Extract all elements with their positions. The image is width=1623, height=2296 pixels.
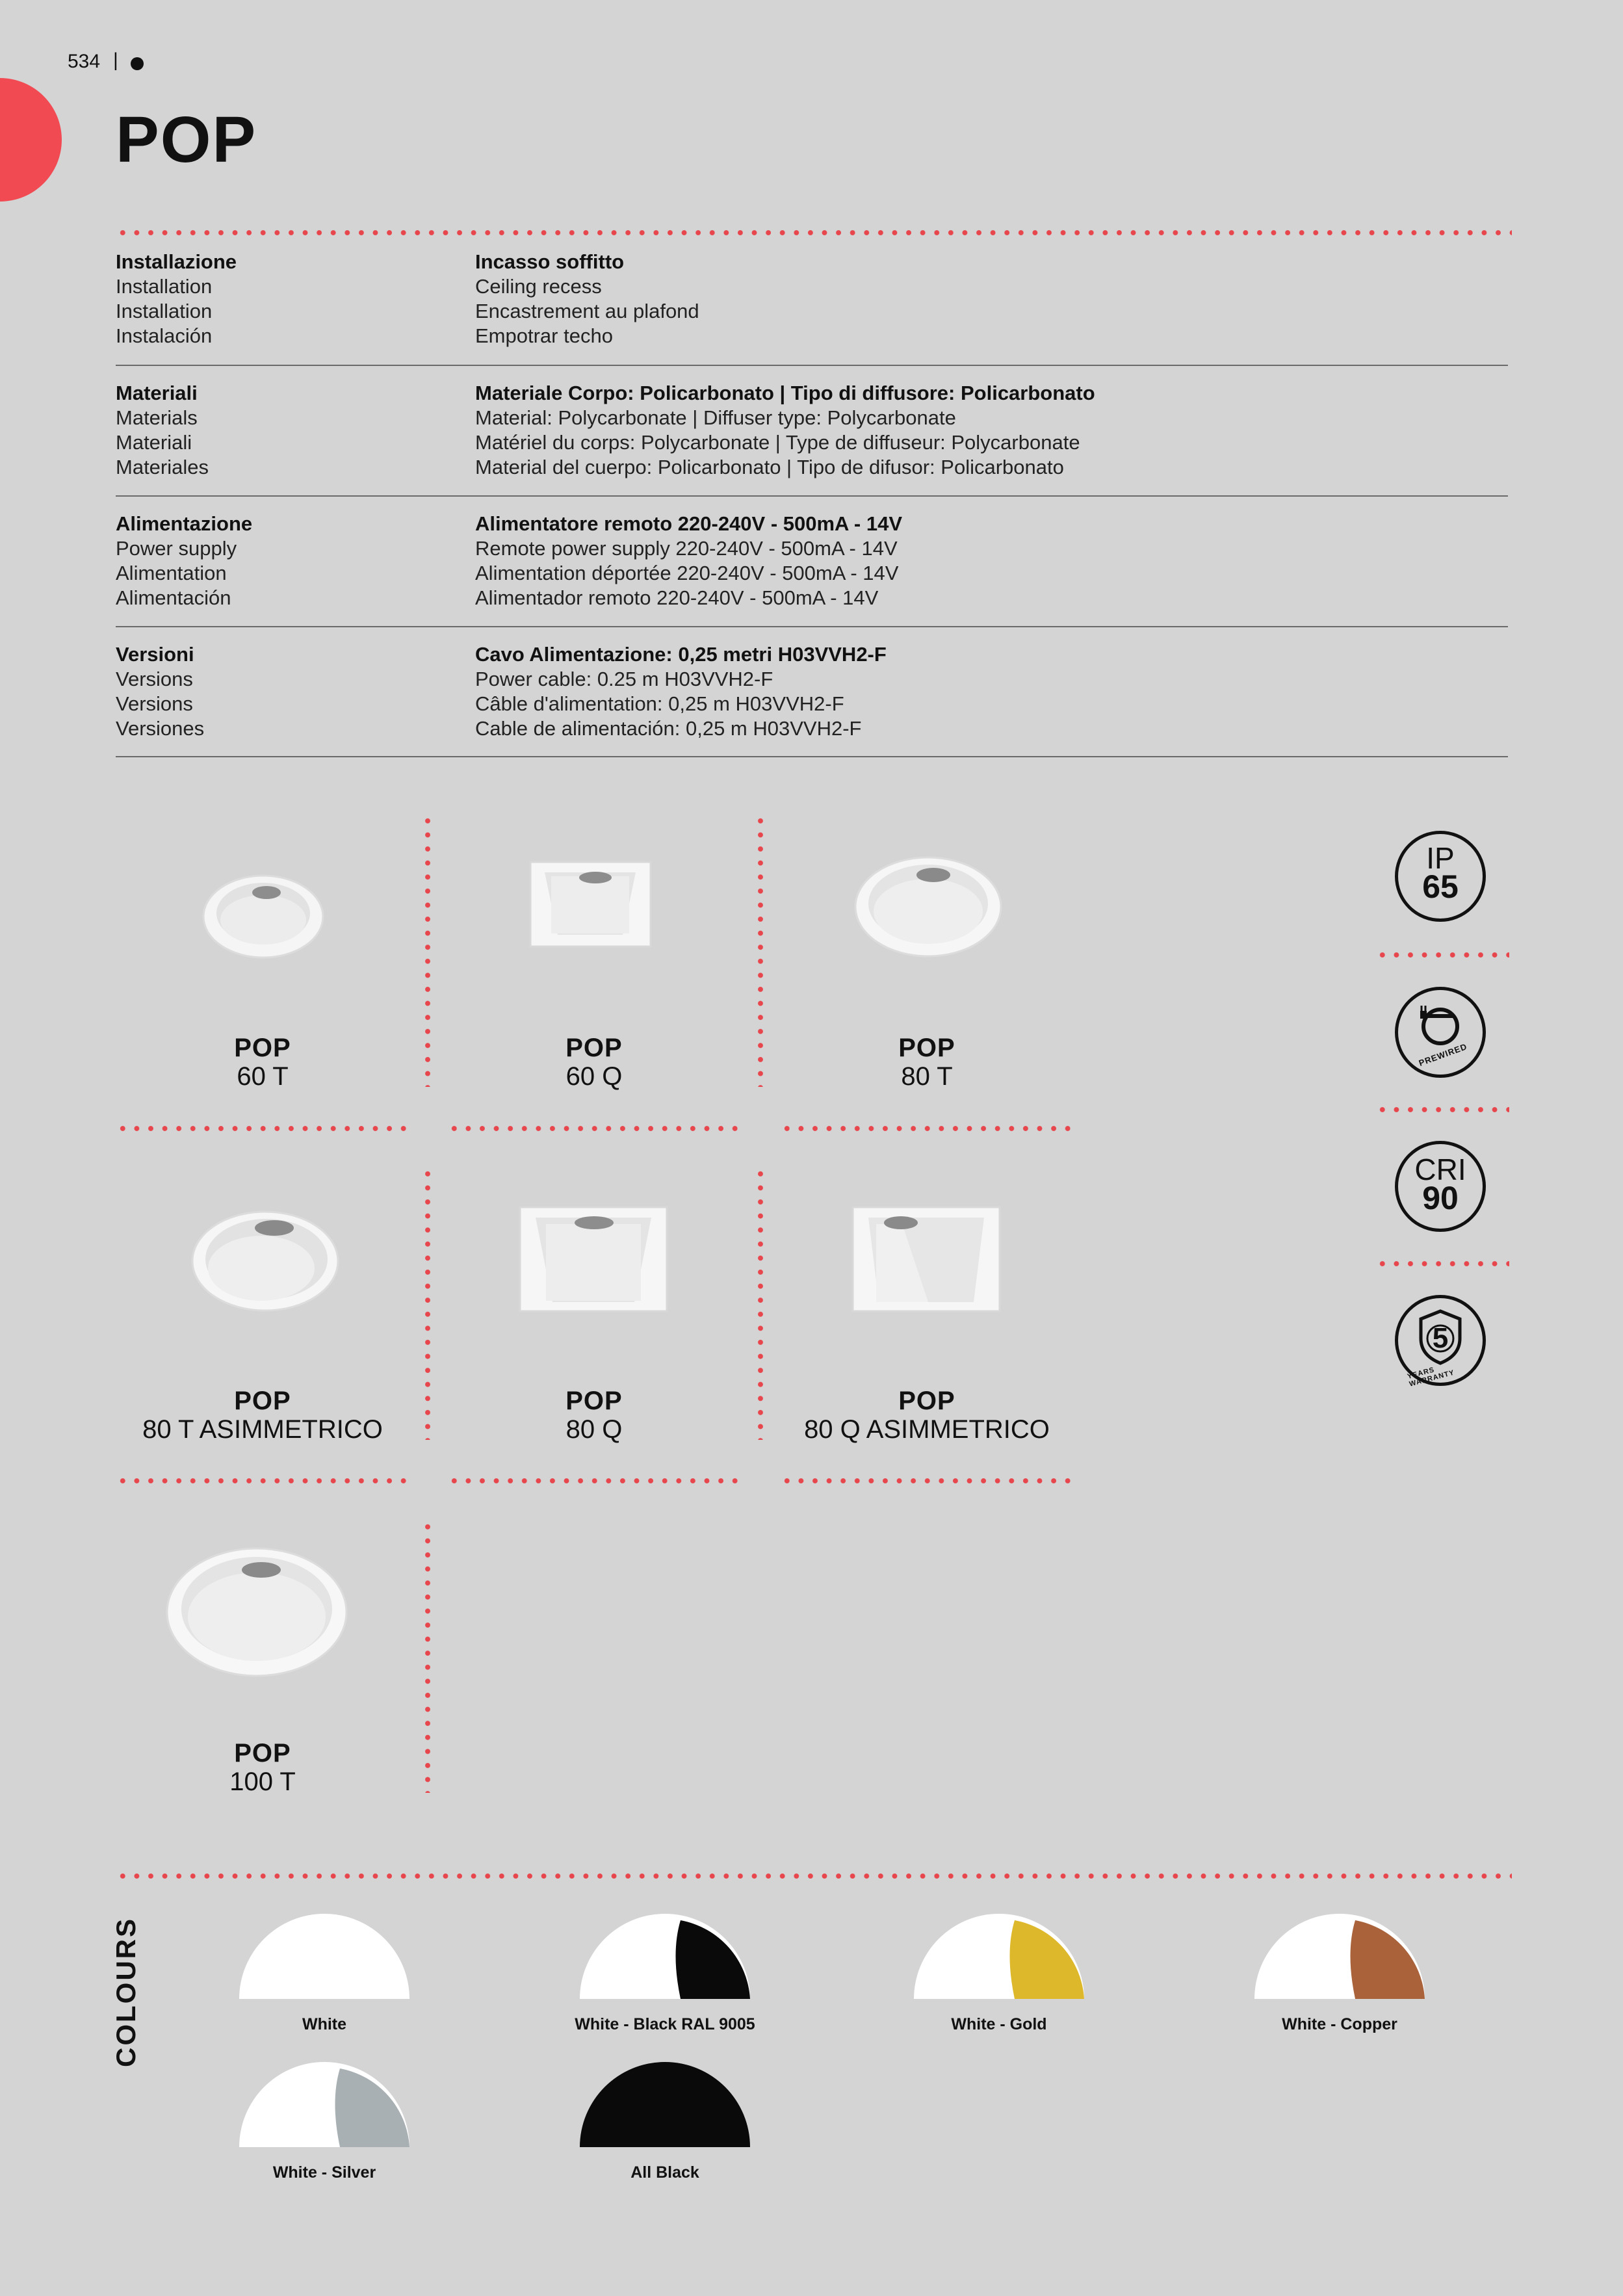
product-family: POP [565, 1034, 623, 1062]
swatch-semicircle-icon [239, 1914, 409, 1999]
spec-label: Instalación [116, 324, 213, 347]
spec-value: Empotrar techo [475, 324, 613, 347]
spec-value: Remote power supply 220-240V - 500mA - 14V [475, 537, 898, 560]
spec-value: Material del cuerpo: Policarbonato | Tipo de difusor: Policarbonato [475, 456, 1064, 478]
warranty-label: YEARS WARRANTY [1406, 1366, 1456, 1389]
spec-label: Versioni [116, 643, 194, 666]
grid-dotted-divider [425, 1520, 430, 1793]
grid-dotted-divider [425, 1167, 430, 1440]
spec-label: Alimentación [116, 586, 231, 609]
page-title: POP [116, 103, 257, 176]
spec-label: Materiali [116, 431, 192, 454]
grid-dotted-divider [425, 814, 430, 1087]
cri-value: 90 [1422, 1180, 1459, 1216]
spec-value: Câble d'alimentation: 0,25 m H03VVH2-F [475, 692, 844, 715]
colour-label: White [302, 2015, 347, 2033]
spec-value: Alimentatore remoto 220-240V - 500mA - 14V [475, 512, 902, 535]
spec-value: Cable de alimentación: 0,25 m H03VVH2-F [475, 717, 862, 740]
spec-label: Power supply [116, 537, 237, 560]
product-variant: 80 Q ASIMMETRICO [804, 1415, 1050, 1444]
badge-dotted-divider [1375, 1261, 1509, 1266]
colour-label: White - Black RAL 9005 [575, 2015, 755, 2033]
spec-divider [116, 365, 1508, 366]
product-image-round-asymmetric [188, 1206, 344, 1316]
grid-dotted-divider [780, 1478, 1076, 1483]
swatch-semicircle-icon [914, 1914, 1084, 1999]
spec-label: Installation [116, 300, 213, 322]
product-family: POP [898, 1034, 955, 1062]
swatch-semicircle-icon [239, 2062, 409, 2147]
product-image-square-small [525, 858, 655, 956]
spec-value: Incasso soffitto [475, 250, 625, 273]
product-variant: 100 T [229, 1768, 296, 1796]
spec-label: Alimentazione [116, 512, 253, 535]
ip-value: 65 [1422, 868, 1459, 905]
product-image-round-large [162, 1544, 351, 1680]
product-family: POP [898, 1387, 955, 1415]
spec-value: Alimentation déportée 220-240V - 500mA - 14V [475, 562, 899, 584]
colours-heading: COLOURS [110, 1917, 141, 2067]
header-dot-icon [131, 57, 144, 70]
product-family: POP [565, 1387, 623, 1415]
product-variant: 60 Q [565, 1062, 623, 1091]
warranty-years: 5 [1432, 1322, 1449, 1354]
spec-label: Versiones [116, 717, 205, 740]
product-variant: 80 T ASIMMETRICO [142, 1415, 383, 1444]
product-family: POP [234, 1387, 291, 1415]
swatch-semicircle-icon [580, 2062, 750, 2147]
product-image-square-asymmetric [850, 1205, 1002, 1315]
prewired-label: PREWIRED [1417, 1041, 1469, 1068]
badge-dotted-divider [1375, 952, 1509, 958]
product-family: POP [234, 1739, 291, 1768]
product-variant: 80 T [901, 1062, 953, 1091]
ip65-badge [1395, 831, 1486, 922]
colour-label: White - Gold [951, 2015, 1047, 2033]
spec-value: Cavo Alimentazione: 0,25 metri H03VVH2-F [475, 643, 887, 666]
spec-value: Material: Polycarbonate | Diffuser type: Polycarbonate [475, 406, 956, 429]
swatch-semicircle-icon [580, 1914, 750, 1999]
spec-value: Matériel du corps: Polycarbonate | Type de diffuseur: Polycarbonate [475, 431, 1080, 454]
warranty-badge [1395, 1295, 1486, 1389]
grid-dotted-divider [758, 1167, 763, 1440]
spec-label: Installazione [116, 250, 237, 273]
spec-divider [116, 756, 1508, 757]
product-image-square [517, 1205, 669, 1315]
spec-divider [116, 626, 1508, 627]
header-separator: | [113, 49, 118, 71]
spec-label: Versions [116, 668, 193, 690]
grid-dotted-divider [116, 1478, 412, 1483]
product-family: POP [234, 1034, 291, 1062]
prewired-badge [1395, 987, 1486, 1078]
spec-label: Materiali [116, 382, 198, 404]
grid-dotted-divider [116, 1126, 412, 1131]
spec-label: Materiales [116, 456, 209, 478]
grid-dotted-divider [447, 1126, 744, 1131]
spec-value: Ceiling recess [475, 275, 602, 298]
grid-dotted-divider [780, 1126, 1076, 1131]
product-variant: 80 Q [565, 1415, 623, 1444]
spec-label: Materials [116, 406, 198, 429]
ip-label: IP [1426, 841, 1455, 875]
spec-value: Materiale Corpo: Policarbonato | Tipo di diffusore: Policarbonato [475, 382, 1095, 404]
colour-label: White - Silver [272, 2163, 376, 2182]
cri-label: CRI [1414, 1153, 1466, 1186]
spec-value: Alimentador remoto 220-240V - 500mA - 14V [475, 586, 879, 609]
spec-top-dotted-divider [116, 230, 1512, 235]
colour-label: White - Copper [1282, 2015, 1397, 2033]
colour-label: All Black [630, 2163, 699, 2182]
prewired-icon [1398, 990, 1483, 1075]
product-image-round-small [195, 868, 338, 965]
spec-label: Installation [116, 275, 213, 298]
spec-value: Power cable: 0.25 m H03VVH2-F [475, 668, 773, 690]
red-semicircle-icon [0, 78, 62, 202]
product-variant: 60 T [237, 1062, 289, 1091]
grid-dotted-divider [447, 1478, 744, 1483]
spec-label: Versions [116, 692, 193, 715]
page-number: 534 [68, 51, 101, 72]
spec-label: Alimentation [116, 562, 227, 584]
swatch-semicircle-icon [1254, 1914, 1425, 1999]
spec-value: Encastrement au plafond [475, 300, 699, 322]
product-image-round [850, 852, 1006, 962]
spec-divider [116, 495, 1508, 497]
colours-top-dotted-divider [116, 1873, 1512, 1879]
cri90-badge [1395, 1141, 1486, 1232]
badge-dotted-divider [1375, 1107, 1509, 1112]
grid-dotted-divider [758, 814, 763, 1087]
